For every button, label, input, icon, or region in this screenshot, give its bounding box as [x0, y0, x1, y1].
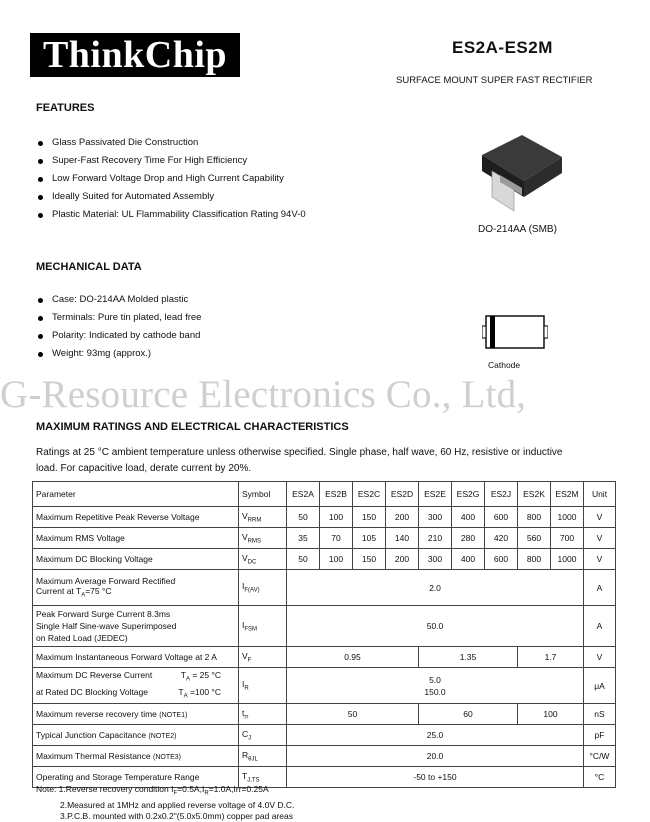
table-row-ifav	[33, 570, 616, 606]
header-cell: ES2K	[518, 482, 551, 507]
table-row-trr	[33, 704, 616, 725]
symbol-cell: $V_F$	[239, 647, 287, 668]
value-cell: 20.0	[287, 746, 584, 767]
value-cell: 50	[287, 507, 320, 528]
part-number: ES2A-ES2M	[452, 38, 553, 57]
mechanical-item: Weight: 93mg (approx.)	[36, 345, 201, 363]
header-cell: Unit	[584, 482, 616, 507]
notes-block	[36, 784, 294, 822]
unit-cell: pF	[584, 725, 616, 746]
brand-logo: ThinkChip	[30, 33, 240, 77]
unit-cell: V	[584, 507, 616, 528]
value-cell: 560	[518, 528, 551, 549]
value-cell: 70	[320, 528, 353, 549]
value-cell: 600	[485, 549, 518, 570]
table-row-vf	[33, 647, 616, 668]
symbol-cell: $V_{RRM}$	[239, 507, 287, 528]
mechanical-list	[36, 291, 201, 363]
value-cell: 2.0	[287, 570, 584, 606]
value-cell: 100	[320, 549, 353, 570]
value-cell: 5.0 150.0	[287, 668, 584, 704]
param-cell: Maximum Average Forward Rectified Current at $T_A=75$ °C	[33, 570, 239, 606]
feature-item: Plastic Material: UL Flammability Classification Rating 94V-0	[36, 206, 306, 224]
symbol-cell: $R_{\theta JL}$	[239, 746, 287, 767]
unit-cell: A	[584, 570, 616, 606]
value-cell: 150	[353, 549, 386, 570]
feature-item: Super-Fast Recovery Time For High Efficiency	[36, 152, 306, 170]
value-cell: -50 to +150	[287, 767, 584, 788]
feature-item: Ideally Suited for Automated Assembly	[36, 188, 306, 206]
param-cell: Maximum Repetitive Peak Reverse Voltage	[33, 507, 239, 528]
table-row-vrms	[33, 528, 616, 549]
table-row-cj	[33, 725, 616, 746]
symbol-cell: $I_R$	[239, 668, 287, 704]
value-cell: 210	[419, 528, 452, 549]
param-cell: Maximum reverse recovery time (NOTE1)	[33, 704, 239, 725]
unit-cell: μA	[584, 668, 616, 704]
header-cell: ES2M	[551, 482, 584, 507]
cathode-label: Cathode	[488, 360, 521, 370]
symbol-cell: $V_{RMS}$	[239, 528, 287, 549]
value-cell: 100	[320, 507, 353, 528]
value-cell: 420	[485, 528, 518, 549]
value-cell: 150	[353, 507, 386, 528]
param-cell: Maximum DC Reverse Current $T_A = 25$ °C at Rated DC Blocking Voltage $T_A =100$ °C	[33, 668, 239, 704]
symbol-cell: $I_{F(AV)}$	[239, 570, 287, 606]
symbol-cell: $T_{J,TS}$	[239, 767, 287, 788]
cathode-band-diagram	[482, 312, 548, 352]
table-row-vrrm	[33, 507, 616, 528]
value-cell: 1.35	[419, 647, 518, 668]
table-header-row	[33, 482, 616, 507]
header-cell: Parameter	[33, 482, 239, 507]
table-row-ifsm	[33, 606, 616, 647]
value-cell: 600	[485, 507, 518, 528]
header-cell: ES2E	[419, 482, 452, 507]
value-cell: 800	[518, 507, 551, 528]
feature-item: Low Forward Voltage Drop and High Current Capability	[36, 170, 306, 188]
value-cell: 35	[287, 528, 320, 549]
value-cell: 140	[386, 528, 419, 549]
mechanical-heading: MECHANICAL DATA	[36, 261, 142, 273]
value-cell: 25.0	[287, 725, 584, 746]
param-cell: Maximum RMS Voltage	[33, 528, 239, 549]
value-cell: 105	[353, 528, 386, 549]
unit-cell: A	[584, 606, 616, 647]
unit-cell: nS	[584, 704, 616, 725]
symbol-cell: $C_J$	[239, 725, 287, 746]
value-cell: 50.0	[287, 606, 584, 647]
symbol-cell: $t_{rr}$	[239, 704, 287, 725]
value-cell: 800	[518, 549, 551, 570]
header-cell: Symbol	[239, 482, 287, 507]
param-cell: Maximum DC Blocking Voltage	[33, 549, 239, 570]
value-cell: 50	[287, 549, 320, 570]
header-cell: ES2B	[320, 482, 353, 507]
package-label: DO-214AA (SMB)	[478, 224, 557, 235]
smb-package-image	[470, 125, 570, 225]
param-cell: Peak Forward Surge Current 8.3ms Single Half Sine-wave Superimposed on Rated Load (JEDEC)	[33, 606, 239, 647]
table-row-ir	[33, 668, 616, 704]
header-cell: ES2C	[353, 482, 386, 507]
mechanical-item: Case: DO-214AA Molded plastic	[36, 291, 201, 309]
features-list	[36, 134, 306, 224]
unit-cell: V	[584, 549, 616, 570]
value-cell: 50	[287, 704, 419, 725]
symbol-cell: $V_{DC}$	[239, 549, 287, 570]
value-cell: 700	[551, 528, 584, 549]
table-row-vdc	[33, 549, 616, 570]
value-cell: 200	[386, 549, 419, 570]
value-cell: 0.95	[287, 647, 419, 668]
symbol-cell: $I_{FSM}$	[239, 606, 287, 647]
value-cell: 1.7	[518, 647, 584, 668]
mechanical-item: Polarity: Indicated by cathode band	[36, 327, 201, 345]
ratings-table	[32, 481, 616, 788]
note-3: 3.P.C.B. mounted with 0.2x0.2"(5.0x5.0mm) copper pad areas	[60, 810, 293, 821]
features-heading: FEATURES	[36, 102, 95, 114]
unit-cell: V	[584, 528, 616, 549]
unit-cell: V	[584, 647, 616, 668]
document-subtitle: SURFACE MOUNT SUPER FAST RECTIFIER	[396, 75, 593, 86]
value-cell: 1000	[551, 507, 584, 528]
param-cell: Typical Junction Capacitance (NOTE2)	[33, 725, 239, 746]
value-cell: 100	[518, 704, 584, 725]
param-cell: Maximum Instantaneous Forward Voltage at 2 A	[33, 647, 239, 668]
feature-item: Glass Passivated Die Construction	[36, 134, 306, 152]
value-cell: 60	[419, 704, 518, 725]
value-cell: 300	[419, 549, 452, 570]
value-cell: 1000	[551, 549, 584, 570]
ratings-heading: MAXIMUM RATINGS AND ELECTRICAL CHARACTERISTICS	[36, 421, 349, 433]
value-cell: 280	[452, 528, 485, 549]
value-cell: 400	[452, 507, 485, 528]
note-2: 2.Measured at 1MHz and applied reverse voltage of 4.0V D.C.	[60, 799, 295, 810]
table-row-rth	[33, 746, 616, 767]
header-cell: ES2A	[287, 482, 320, 507]
ratings-description: Ratings at 25 °C ambient temperature unless otherwise specified. Single phase, half wave, 60 Hz, resistive or inductive load. For capacitive load, derate current by 20%.	[36, 447, 563, 474]
header-cell: ES2G	[452, 482, 485, 507]
param-cell: Maximum Thermal Resistance (NOTE3)	[33, 746, 239, 767]
header-cell: ES2D	[386, 482, 419, 507]
value-cell: 300	[419, 507, 452, 528]
header-cell: ES2J	[485, 482, 518, 507]
param-cell: Operating and Storage Temperature Range	[33, 767, 239, 788]
note-1: Note: 1.Reverse recovery condition $I_F=0.5A,I_R=1.0A,Irr=0.25A$	[36, 784, 269, 797]
unit-cell: °C	[584, 767, 616, 788]
unit-cell: °C/W	[584, 746, 616, 767]
value-cell: 200	[386, 507, 419, 528]
mechanical-item: Terminals: Pure tin plated, lead free	[36, 309, 201, 327]
value-cell: 400	[452, 549, 485, 570]
watermark-text: G-Resource Electronics Co., Ltd,	[0, 373, 527, 416]
